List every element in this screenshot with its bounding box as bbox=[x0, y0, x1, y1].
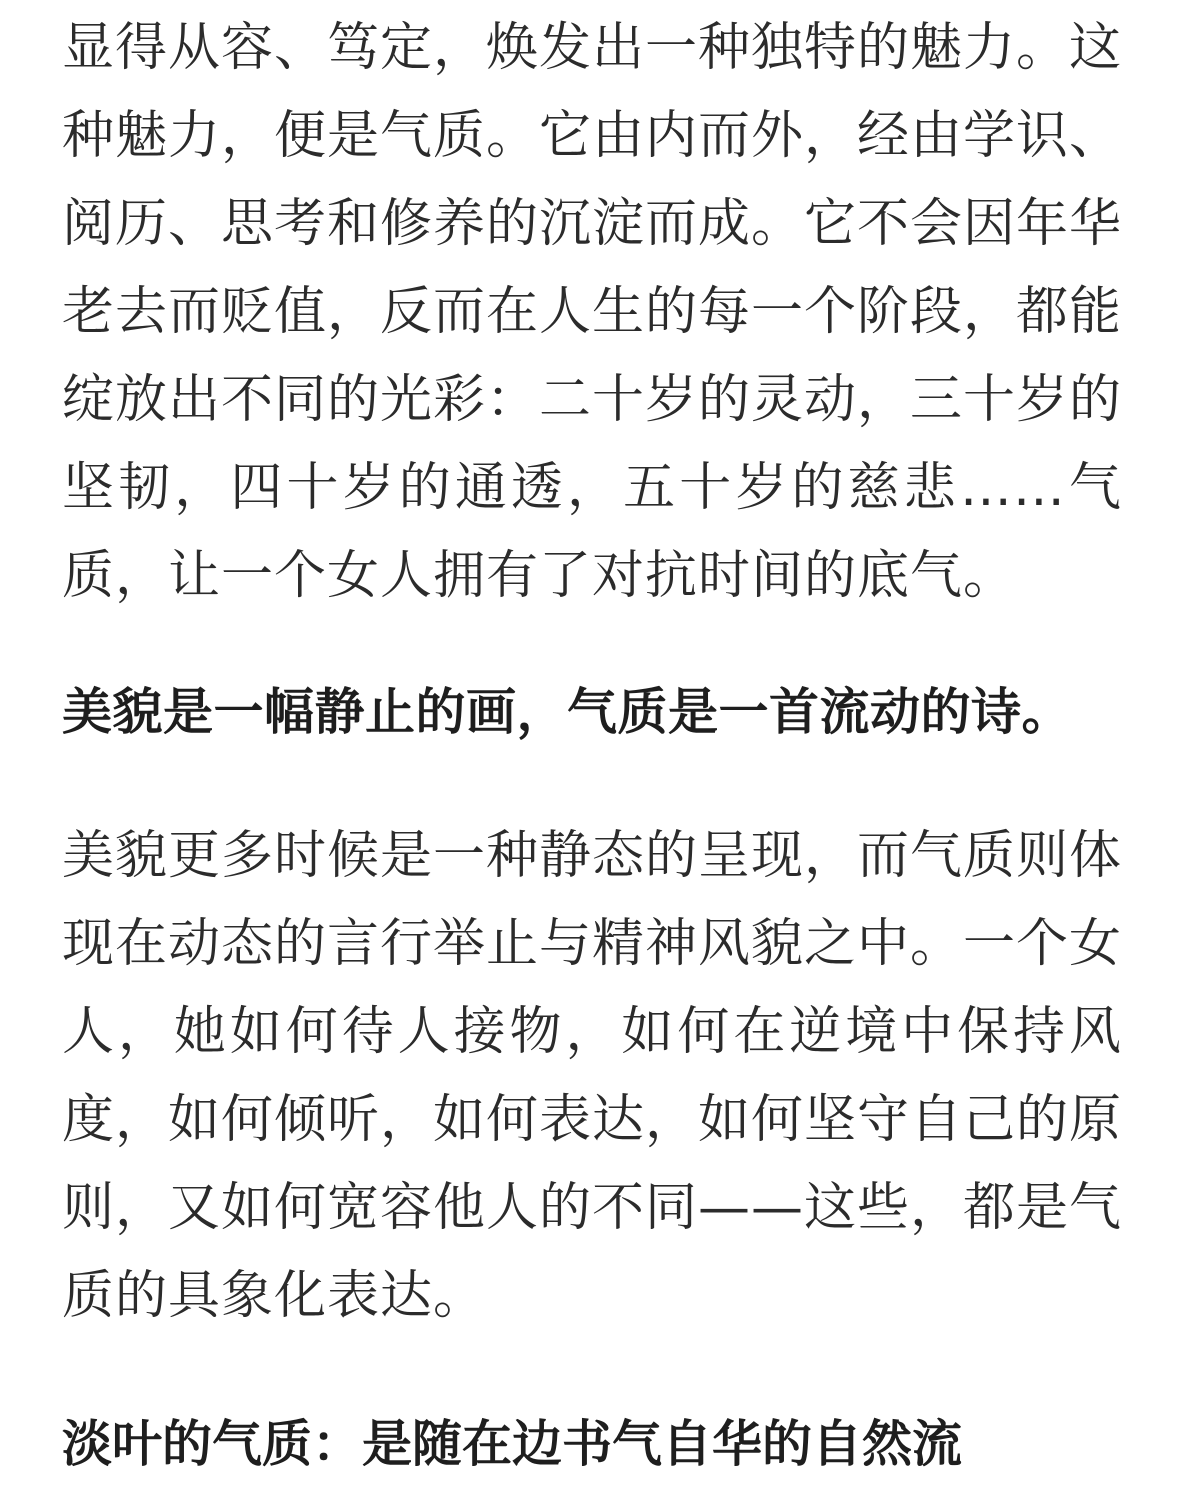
article-body bbox=[62, 0, 1122, 1340]
section-heading: 美貌是一幅静止的画，气质是一首流动的诗。 bbox=[62, 683, 1072, 741]
article-paragraph: 美貌更多时候是一种静态的呈现，而气质则体现在动态的言行举止与精神风貌之中。一个女人，她如何待人接物，如何在逆境中保持风度，如何倾听，如何表达，如何坚守自己的原则，又如何宽容他人的不同——这些，都是气质的具象化表达。 bbox=[62, 826, 1123, 1326]
paragraph-spacer bbox=[62, 756, 1122, 812]
paragraph-spacer bbox=[62, 620, 1122, 668]
article-paragraph: 显得从容、笃定，焕发出一种独特的魅力。这种魅力，便是气质。它由内而外，经由学识、阅历、思考和修养的沉淀而成。它不会因年华老去而贬值，反而在人生的每一个阶段，都能绽放出不同的光彩：二十岁的灵动，三十岁的坚韧，四十岁的通透，五十岁的慈悲……气质，让一个女人拥有了对抗时间的底气。 bbox=[62, 18, 1123, 606]
section-heading-partial: 淡叶的气质：是随在边书气自华的自然流 bbox=[62, 1415, 962, 1473]
